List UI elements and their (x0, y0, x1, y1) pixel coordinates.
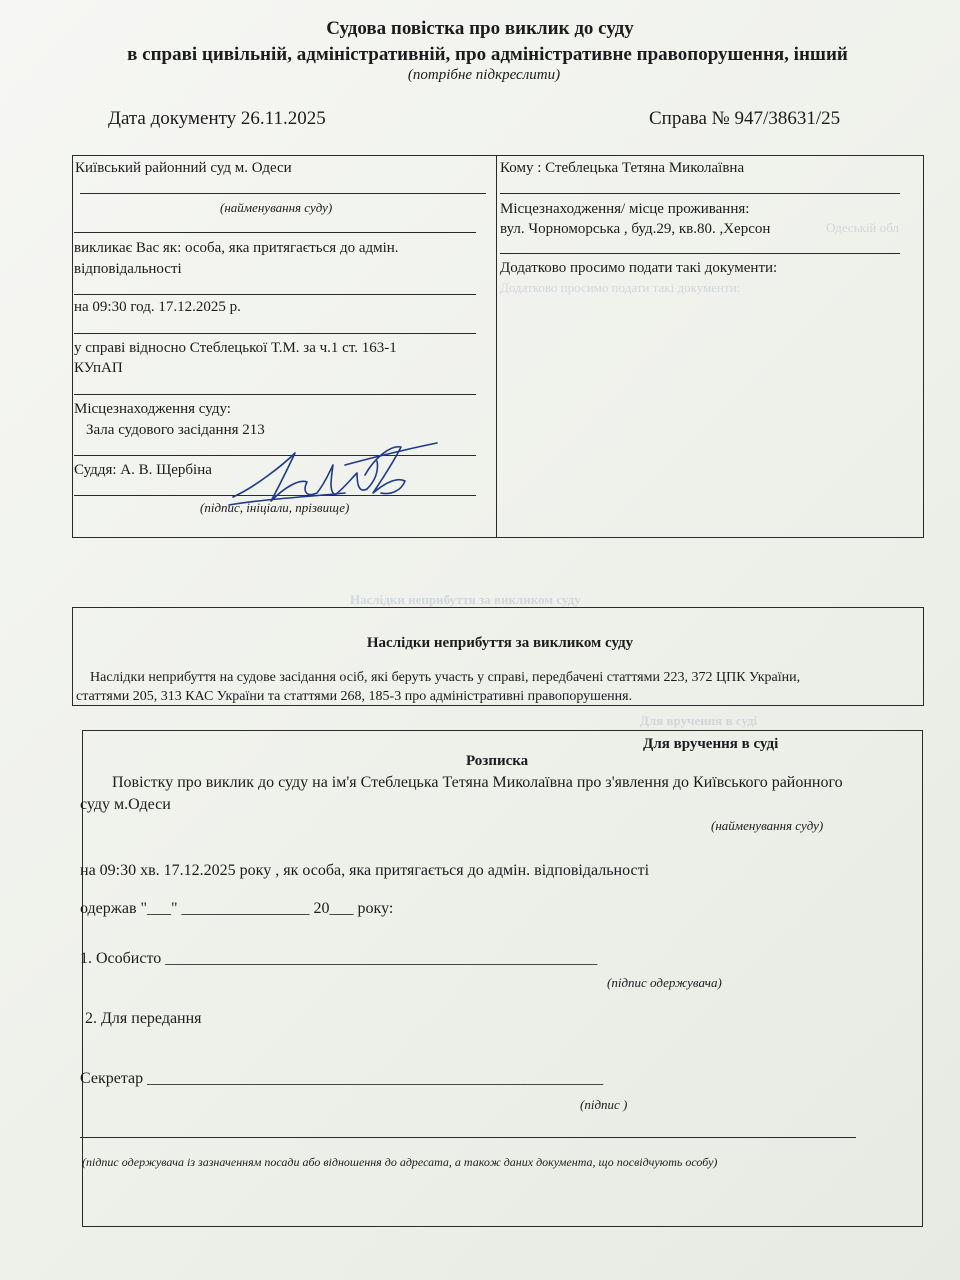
secretary-signature-line: Секретар _________________________________________________________ (80, 1070, 604, 1087)
bleed-through-text: Для вручення в суді (640, 713, 758, 728)
underline (74, 394, 476, 395)
recipient-details-line (80, 1137, 856, 1138)
case-description-line2: КУпАП (74, 360, 123, 376)
underline (74, 333, 476, 334)
for-delivery-label: Для вручення в суді (643, 736, 779, 752)
underline (500, 253, 900, 254)
bleed-through-text: Одеській обл (826, 220, 900, 235)
judge-name: Суддя: А. В. Щербіна (74, 462, 212, 478)
case-number: Справа № 947/38631/25 (649, 108, 841, 129)
bleed-through-text: Додатково просимо подати такі документи: (500, 280, 741, 295)
hearing-time: на 09:30 год. 17.12.2025 р. (74, 299, 241, 315)
personally-signature-line: 1. Особисто ______________________________________________________ (80, 950, 598, 967)
receipt-court-caption: (найменування суду) (711, 818, 824, 833)
recipient-details-caption: (підпис одержувача із зазначенням посади або відношення до адресата, а також даних документа, що посвідчують особу) (82, 1155, 718, 1169)
underline (74, 232, 476, 233)
case-description-line1: у справі відносно Стеблецької Т.М. за ч.1 ст. 163-1 (74, 340, 397, 356)
residence-label: Місцезнаходження/ місце проживання: (500, 201, 750, 217)
underline-note: (потрібне підкреслити) (407, 67, 561, 83)
recipient-name: Кому : Стеблецька Тетяна Миколаївна (500, 160, 745, 176)
underline (74, 294, 476, 295)
court-caption: (найменування суду) (220, 200, 333, 215)
consequences-text-line1: Наслідки неприбуття на судове засідання осіб, які беруть участь у справі, передбачені статтями 223, 372 ЦПК України, (90, 670, 801, 685)
received-date-line: одержав "___" ________________ 20___ року: (80, 900, 394, 917)
judge-signature (225, 435, 440, 515)
bleed-through-text: Наслідки неприбуття за викликом суду (350, 592, 581, 607)
residence-value: вул. Чорноморська , буд.29, кв.80. ,Херсон (500, 221, 771, 237)
summons-table-divider (496, 155, 497, 538)
receipt-box (82, 730, 923, 1227)
recipient-signature-caption: (підпис одержувача) (607, 975, 722, 990)
for-transfer-label: 2. Для передання (85, 1010, 202, 1027)
document-date: Дата документу 26.11.2025 (108, 108, 326, 129)
receipt-title: Розписка (466, 753, 529, 769)
consequences-title: Наслідки неприбуття за викликом суду (366, 635, 634, 651)
summons-role-line2: відповідальності (74, 261, 182, 277)
secretary-signature-caption: (підпис ) (580, 1097, 628, 1112)
receipt-text-line2: суду м.Одеси (80, 796, 171, 813)
underline (80, 193, 486, 194)
signature-caption: (підпис, ініціали, прізвище) (200, 500, 350, 515)
documents-label: Додатково просимо подати такі документи: (500, 260, 778, 276)
underline (500, 193, 900, 194)
document-title: Судова повістка про виклик до суду (326, 18, 634, 39)
court-name: Київський районний суд м. Одеси (75, 160, 292, 176)
document-subtitle: в справі цивільній, адміністративній, про адміністративне правопорушення, інший (127, 44, 848, 65)
summons-role-line1: викликає Вас як: особа, яка притягається до адмін. (74, 240, 399, 256)
court-location-value: Зала судового засідання 213 (86, 422, 265, 438)
court-location-label: Місцезнаходження суду: (74, 401, 231, 417)
receipt-time-line: на 09:30 хв. 17.12.2025 року , як особа, яка притягається до адмін. відповідальності (80, 862, 650, 879)
receipt-text-line1: Повістку про виклик до суду на ім'я Стеблецька Тетяна Миколаївна про з'явлення до Київського районного (112, 774, 843, 791)
consequences-text-line2: статтями 205, 313 КАС України та статтями 268, 185-3 про адміністративні правопорушення. (76, 689, 633, 704)
